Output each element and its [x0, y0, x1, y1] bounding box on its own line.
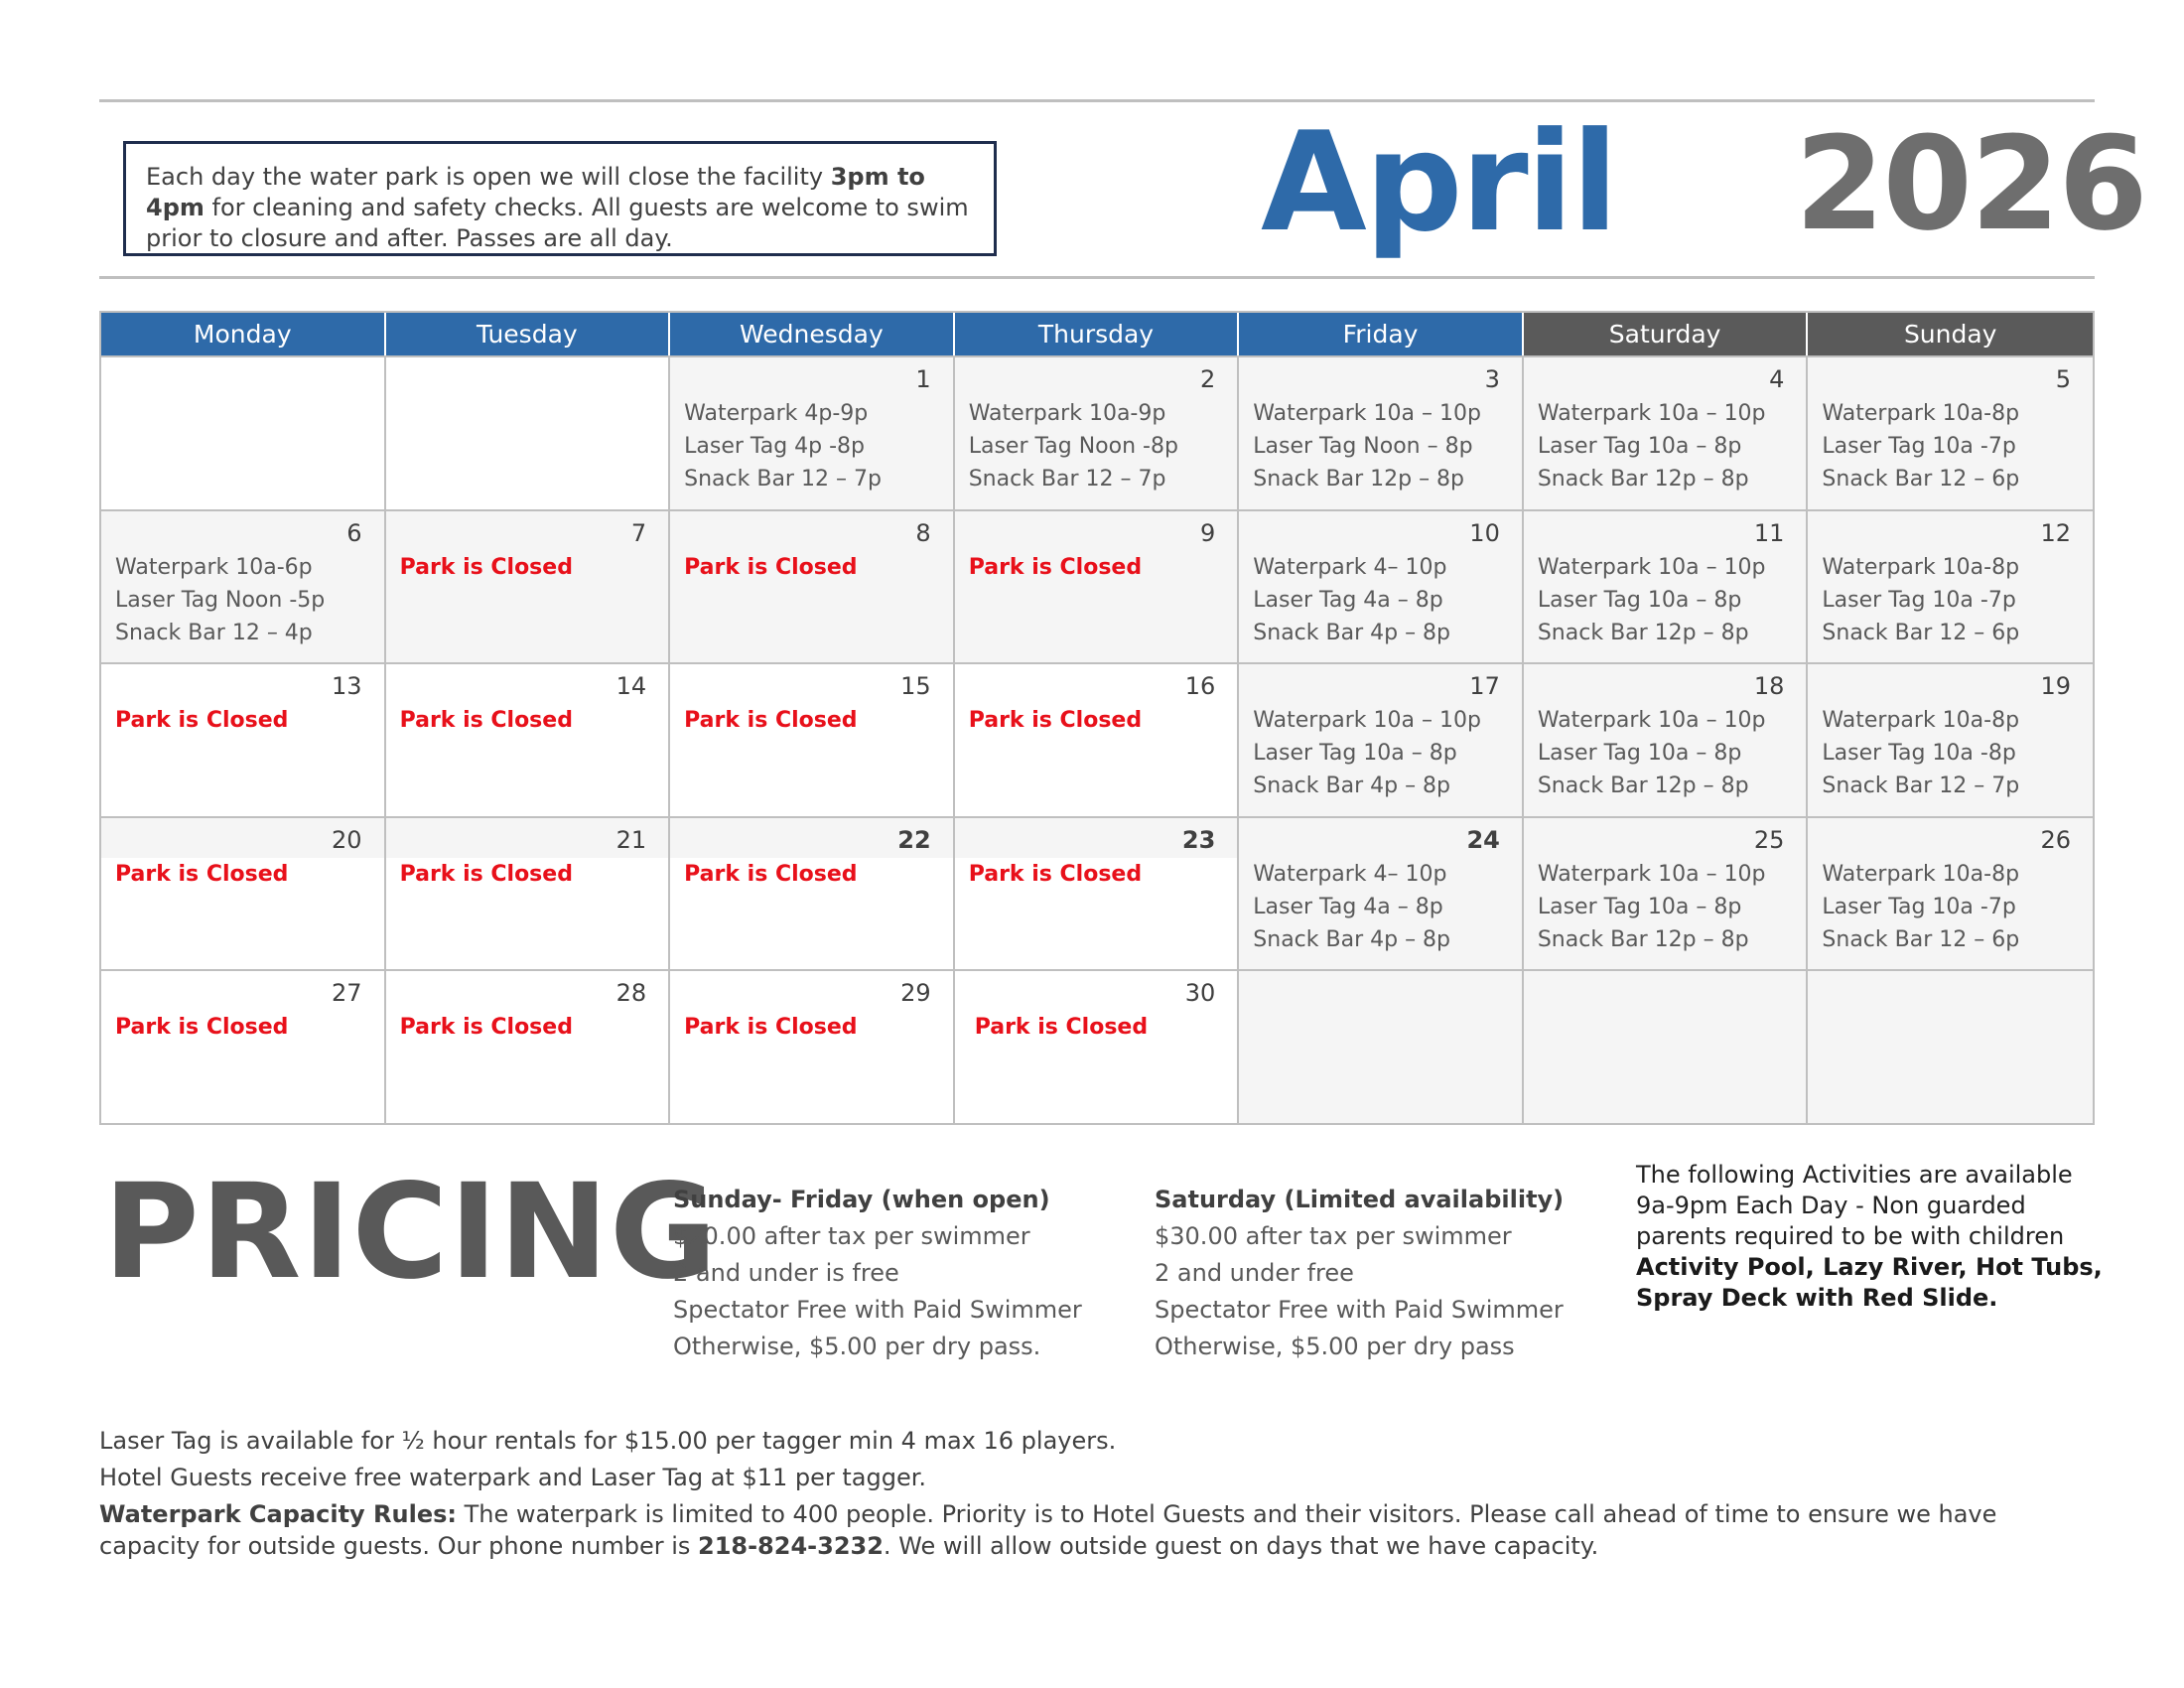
day-cell — [670, 355, 955, 509]
weekday-price-line: Spectator Free with Paid Swimmer — [673, 1296, 1082, 1324]
top-rule — [99, 99, 2095, 102]
day-cell — [1808, 509, 2093, 663]
weekday-pricing — [673, 1182, 1082, 1365]
day-number: 9 — [1200, 518, 1216, 547]
day-number: 30 — [1184, 979, 1216, 1008]
park-closed-label: Park is Closed — [684, 554, 858, 580]
capacity-rules-end: . We will allow outside guest on days that we have capacity. — [883, 1532, 1599, 1560]
schedule-line: Waterpark 10a – 10p — [1537, 554, 1766, 580]
day-cell — [101, 662, 386, 816]
day-cell — [1524, 816, 1809, 970]
saturday-price-line: Spectator Free with Paid Swimmer — [1155, 1296, 1564, 1324]
weekday-header: Sunday — [1808, 313, 2093, 355]
weekday-price-line: Otherwise, $5.00 per dry pass. — [673, 1333, 1041, 1360]
day-cell — [1808, 355, 2093, 509]
day-number — [101, 357, 384, 397]
weekday-price-line: $20.00 after tax per swimmer — [673, 1222, 1030, 1250]
day-cell — [1808, 662, 2093, 816]
weekday-header: Tuesday — [386, 313, 671, 355]
schedule-line: Snack Bar 12p – 8p — [1537, 926, 1749, 952]
park-closed-label: Park is Closed — [968, 861, 1143, 887]
day-cell — [386, 816, 671, 970]
day-number: 8 — [915, 518, 931, 547]
day-cell — [101, 816, 386, 970]
day-number — [386, 357, 669, 397]
capacity-rules-label: Waterpark Capacity Rules: — [99, 1500, 457, 1528]
day-number: 10 — [1469, 518, 1500, 547]
schedule-line: Laser Tag 10a – 8p — [1537, 587, 1742, 613]
pricing-title: PRICING — [103, 1156, 719, 1309]
schedule-line: Snack Bar 4p – 8p — [1253, 620, 1451, 645]
schedule-line: Laser Tag 4a – 8p — [1253, 587, 1443, 613]
schedule-line: Snack Bar 12 – 4p — [115, 620, 313, 645]
schedule-line: Waterpark 10a – 10p — [1537, 401, 1766, 426]
schedule-line: Laser Tag 10a -7p — [1822, 434, 2016, 459]
day-cell — [1524, 662, 1809, 816]
day-cell — [955, 969, 1240, 1123]
schedule-line: Waterpark 10a-8p — [1822, 554, 2020, 580]
schedule-line: Laser Tag 4a – 8p — [1253, 894, 1443, 919]
day-number — [1239, 971, 1522, 1011]
day-number: 22 — [670, 818, 953, 858]
header-rule — [99, 276, 2095, 279]
day-number: 1 — [915, 365, 931, 393]
day-cell — [955, 355, 1240, 509]
saturday-price-line: Otherwise, $5.00 per dry pass — [1155, 1333, 1515, 1360]
saturday-pricing-heading: Saturday (Limited availability) — [1155, 1186, 1565, 1213]
schedule-line: Snack Bar 12p – 8p — [1537, 467, 1749, 492]
day-number: 3 — [1484, 365, 1500, 393]
day-number: 6 — [346, 518, 362, 547]
park-closed-label: Park is Closed — [974, 1015, 1149, 1041]
day-number: 26 — [2040, 825, 2071, 854]
day-number: 2 — [1200, 365, 1216, 393]
weekday-header: Saturday — [1524, 313, 1809, 355]
day-cell — [1239, 509, 1524, 663]
saturday-price-line: 2 and under free — [1155, 1259, 1354, 1287]
footer-notes — [99, 1425, 2105, 1567]
capacity-rules — [99, 1498, 2105, 1562]
day-cell — [670, 969, 955, 1123]
park-closed-label: Park is Closed — [684, 708, 858, 734]
park-closed-label: Park is Closed — [399, 554, 573, 580]
schedule-line: Waterpark 10a-8p — [1822, 708, 2020, 734]
day-cell — [1808, 969, 2093, 1123]
schedule-line: Laser Tag 10a -7p — [1822, 587, 2016, 613]
schedule-line: Waterpark 4p-9p — [684, 401, 869, 426]
day-cell — [955, 662, 1240, 816]
day-cell — [1239, 969, 1524, 1123]
weekday-header: Friday — [1239, 313, 1524, 355]
day-number — [1808, 971, 2093, 1011]
day-cell — [1524, 355, 1809, 509]
schedule-line: Snack Bar 12 – 6p — [1822, 926, 2020, 952]
schedule-line: Snack Bar 12 – 6p — [1822, 467, 2020, 492]
day-cell — [1808, 816, 2093, 970]
schedule-line: Waterpark 10a – 10p — [1537, 861, 1766, 887]
day-cell — [101, 509, 386, 663]
schedule-line: Waterpark 4– 10p — [1253, 554, 1447, 580]
park-closed-label: Park is Closed — [684, 861, 858, 887]
hotel-guest-note: Hotel Guests receive free waterpark and Laser Tag at $11 per tagger. — [99, 1464, 927, 1491]
day-cell — [955, 816, 1240, 970]
notice-text: Each day the water park is open we will close the facility — [146, 163, 831, 191]
day-cell — [1239, 816, 1524, 970]
laser-tag-note: Laser Tag is available for ½ hour rentals for $15.00 per tagger min 4 max 16 players. — [99, 1427, 1117, 1455]
park-closed-label: Park is Closed — [115, 861, 289, 887]
day-cell — [101, 969, 386, 1123]
park-closed-label: Park is Closed — [968, 708, 1143, 734]
park-closed-label: Park is Closed — [399, 861, 573, 887]
schedule-line: Laser Tag Noon – 8p — [1253, 434, 1473, 459]
schedule-line: Waterpark 10a – 10p — [1537, 708, 1766, 734]
day-number: 23 — [955, 818, 1238, 858]
day-cell — [386, 355, 671, 509]
schedule-line: Laser Tag 4p -8p — [684, 434, 866, 459]
schedule-line: Waterpark 4– 10p — [1253, 861, 1447, 887]
schedule-line: Laser Tag Noon -5p — [115, 587, 326, 613]
closure-notice — [123, 141, 997, 256]
day-number: 17 — [1469, 672, 1500, 701]
saturday-price-line: $30.00 after tax per swimmer — [1155, 1222, 1512, 1250]
day-number: 20 — [101, 818, 384, 858]
notice-bold: 3pm to 4pm — [146, 163, 925, 221]
day-number: 5 — [2055, 365, 2071, 393]
weekday-price-line: 2 and under is free — [673, 1259, 899, 1287]
day-number: 27 — [332, 979, 362, 1008]
schedule-line: Laser Tag 10a – 8p — [1537, 894, 1742, 919]
schedule-line: Laser Tag 10a -8p — [1822, 741, 2016, 767]
day-cell — [101, 355, 386, 509]
schedule-line: Laser Tag Noon -8p — [968, 434, 1178, 459]
weekday-header: Wednesday — [670, 313, 955, 355]
schedule-line: Snack Bar 4p – 8p — [1253, 774, 1451, 799]
schedule-line: Snack Bar 12p – 8p — [1537, 620, 1749, 645]
day-number: 28 — [615, 979, 647, 1008]
schedule-line: Waterpark 10a – 10p — [1253, 401, 1481, 426]
day-number: 25 — [1753, 825, 1785, 854]
activities-text: The following Activities are available 9a-9pm Each Day - Non guarded parents required to be with children — [1636, 1161, 2073, 1250]
park-closed-label: Park is Closed — [115, 1015, 289, 1041]
day-cell — [386, 662, 671, 816]
day-cell — [386, 509, 671, 663]
weekday-pricing-heading: Sunday- Friday (when open) — [673, 1186, 1050, 1213]
schedule-line: Laser Tag 10a – 8p — [1537, 434, 1742, 459]
schedule-line: Snack Bar 12p – 8p — [1253, 467, 1465, 492]
day-cell — [386, 969, 671, 1123]
weekday-header: Monday — [101, 313, 386, 355]
day-number: 14 — [615, 672, 647, 701]
activities-list: Activity Pool, Lazy River, Hot Tubs, Spray Deck with Red Slide. — [1636, 1253, 2103, 1312]
day-cell — [1524, 969, 1809, 1123]
day-number: 12 — [2040, 518, 2071, 547]
schedule-line: Snack Bar 12 – 7p — [684, 467, 882, 492]
schedule-line: Waterpark 10a-8p — [1822, 401, 2020, 426]
day-cell — [1524, 509, 1809, 663]
weekday-header: Thursday — [955, 313, 1240, 355]
day-number: 21 — [386, 818, 669, 858]
schedule-line: Laser Tag 10a – 8p — [1253, 741, 1457, 767]
park-closed-label: Park is Closed — [115, 708, 289, 734]
schedule-line: Waterpark 10a-9p — [968, 401, 1166, 426]
schedule-line: Snack Bar 4p – 8p — [1253, 926, 1451, 952]
day-cell — [670, 816, 955, 970]
day-cell — [670, 662, 955, 816]
day-cell — [670, 509, 955, 663]
notice-text-end: for cleaning and safety checks. All guests are welcome to swim prior to closure and after. Passes are all day. — [146, 194, 969, 252]
day-number: 19 — [2040, 672, 2071, 701]
day-number: 15 — [900, 672, 931, 701]
calendar-grid — [99, 311, 2095, 1125]
park-closed-label: Park is Closed — [684, 1015, 858, 1041]
month-title: April — [1261, 102, 1617, 262]
day-number: 13 — [332, 672, 362, 701]
schedule-line: Laser Tag 10a -7p — [1822, 894, 2016, 919]
day-number: 11 — [1753, 518, 1785, 547]
schedule-line: Waterpark 10a – 10p — [1253, 708, 1481, 734]
day-cell — [1239, 355, 1524, 509]
park-closed-label: Park is Closed — [399, 1015, 573, 1041]
park-closed-label: Park is Closed — [399, 708, 573, 734]
schedule-line: Snack Bar 12 – 6p — [1822, 620, 2020, 645]
phone-number: 218-824-3232 — [698, 1532, 884, 1560]
schedule-line: Laser Tag 10a – 8p — [1537, 741, 1742, 767]
day-number: 7 — [630, 518, 647, 547]
schedule-line: Waterpark 10a-6p — [115, 554, 313, 580]
day-cell — [1239, 662, 1524, 816]
schedule-line: Snack Bar 12p – 8p — [1537, 774, 1749, 799]
schedule-line: Snack Bar 12 – 7p — [968, 467, 1166, 492]
park-closed-label: Park is Closed — [968, 554, 1143, 580]
schedule-line: Waterpark 10a-8p — [1822, 861, 2020, 887]
activities-note — [1636, 1160, 2103, 1314]
capacity-rules-text: The waterpark is limited to 400 people. Priority is to Hotel Guests and their visitors. Please call ahead of time to ensure we have capacity for outside guests. Our phone number is — [99, 1500, 1997, 1560]
schedule-line: Snack Bar 12 – 7p — [1822, 774, 2020, 799]
day-number: 24 — [1466, 825, 1500, 854]
day-cell — [955, 509, 1240, 663]
day-number — [1524, 971, 1807, 1011]
day-number: 4 — [1769, 365, 1785, 393]
day-number: 29 — [900, 979, 931, 1008]
day-number: 18 — [1753, 672, 1785, 701]
year-title: 2026 — [1795, 108, 2146, 259]
saturday-pricing — [1155, 1182, 1564, 1365]
day-number: 16 — [1184, 672, 1216, 701]
